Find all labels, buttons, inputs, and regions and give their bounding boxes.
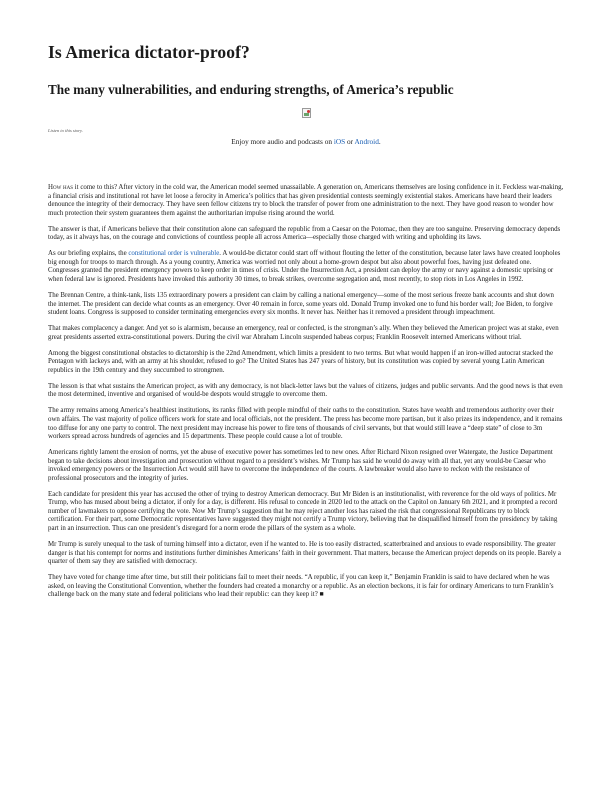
audio-promo	[0, 137, 612, 146]
article-paragraph: Among the biggest constitutional obstacles to dictatorship is the 22nd Amendment, which limits a president to two terms. But what would happen if an iron-willed autocrat stacked the Pentagon with lackeys and, with an army at his shoulder, refused to go? The United States has 247 years of history, but its constitution was copied by several young Latin American republics in the 19th century and they succumbed to strongmen.	[48, 349, 554, 374]
audio-promo-suffix: .	[378, 137, 381, 146]
article-body	[48, 184, 564, 607]
article-paragraph: Mr Trump is surely unequal to the task of turning himself into a dictator, even if he wanted to. He is too easily distracted, scatterbrained and anxious to evade responsibility. The greater danger is that his contempt for norms and institutions further diminishes Americans’ faith in their government. That matters, because the American project depends on its people. Barely a quarter of them say they are satisfied with democracy.	[48, 541, 561, 566]
paragraph-text: . A would-be dictator could start off without flouting the letter of the constitution, because later laws have created loopholes big enough for troops to march through. As a young country, America was worried not only about a home-grown despot but also about powerful foes, having just defeated one. Congresses granted the president emergency powers to keep order in times of crisis. Under the Insurrection Act, a president can deploy the army or navy against a domestic uprising or when federal law is ignored. Presidents have invoked this authority 30 times, to break strikes, overcome segregation and, most recently, to stop riots in Los Angeles in 1992.	[48, 250, 561, 283]
broken-image-icon	[302, 108, 311, 118]
article-paragraph: Each candidate for president this year has accused the other of trying to destroy American democracy. But Mr Biden is an institutionalist, with reverence for the old ways of politics. Mr Trump, who has mused about being a dictator, if only for a day, is different. His refusal to concede in 2020 led to the attack on the Capitol on January 6th 2021, and it prompted a record number of lawmakers to oppose certifying the vote. Now Mr Trump’s suggestion that he may reject another loss has raised the risk that congressional Republicans try to block certification. For their part, some Democratic representatives have suggested they might not certify a Trump victory, believing that he disqualified himself from the presidency by taking part in an insurrection. Thus can one president’s disregard for a norm erode the pillars of the system as a whole.	[48, 490, 558, 532]
audio-promo-middle: or	[345, 137, 355, 146]
audio-promo-prefix: Enjoy more audio and podcasts on	[231, 137, 334, 146]
article-paragraph: Americans rightly lament the erosion of norms, yet the abuse of executive power has sometimes led to new ones. After Richard Nixon resigned over Watergate, the Justice Department began to take decisions about investigation and prosecution without regard to a president’s wishes. Mr Trump has said he would do away with all that, yet any would-be Caesar who invoked emergency powers or the Insurrection Act would still have to overcome the independence of the courts. A lawbreaker would also have to reckon with the resistance of professional prosecutors and the integrity of juries.	[48, 449, 553, 482]
android-link[interactable]: Android	[354, 137, 379, 146]
paragraph-text: As our briefing explains, the	[48, 250, 129, 258]
headline: Is America dictator-proof?	[48, 42, 250, 62]
article-paragraph	[48, 250, 564, 284]
lead-in: How has	[48, 184, 74, 191]
listen-to-story-label: Listen to this story.	[48, 128, 83, 133]
subheadline: The many vulnerabilities, and enduring strengths, of America’s republic	[48, 82, 454, 97]
article-paragraph: The answer is that, if Americans believe that their constitution alone can safeguard the republic from a Caesar on the Potomac, then they are too sanguine. Preserving democracy depends today, as it always has, on the courage and convictions of countless people all across America—especially those charged with writing and upholding its laws.	[48, 225, 561, 242]
constitutional-order-link[interactable]: constitutional order is vulnerable	[128, 250, 220, 258]
article-paragraph: That makes complacency a danger. And yet so is alarmism, because an emergency, real or confected, is the strongman’s ally. When they believed the American project was at stake, even great presidents asserted extra-constitutional powers. During the civil war Abraham Lincoln suspended habeas corpus; Franklin Roosevelt interned Americans without trial.	[48, 325, 559, 341]
ios-link[interactable]: iOS	[333, 137, 346, 146]
paragraph-text: it come to this? After victory in the cold war, the American model seemed unassailable. A generation on, Americans themselves are losing confidence in it. Feckless war-making, a financial crisis and institutional rot have let loose a ferocity in America’s politics that has given presidential contests seemingly existential stakes. Americans have heard their leaders denounce the integrity of their democracy. They have seen fellow citizens try to block the transfer of power from one administration to the next. They have good reason to wonder how much protection their system guarantees them against the authoritarian impulse rising around the world.	[48, 184, 564, 217]
article-paragraph: The lesson is that what sustains the American project, as with any democracy, is not black-letter laws but the values of citizens, judges and public servants. And the good news is that even the most determined, inventive and organised of would-be despots would struggle to overcome them.	[48, 382, 563, 399]
article-paragraph: The Brennan Centre, a think-tank, lists 135 extraordinary powers a president can claim by calling a national emergency—some of the most serious freeze bank accounts and shut down the internet. The president can decide what counts as an emergency. Over 40 remain in force, some years old. Donald Trump invoked one to fund his border wall; Joe Biden, to forgive student loans. Congress is supposed to consider terminating emergencies every six months. It never has. Neither has it removed a president through impeachment.	[48, 291, 554, 317]
article-paragraph: The army remains among America’s healthiest institutions, its ranks filled with people mindful of their oaths to the constitution. States have wealth and tremendous authority over their own affairs. The vast majority of police officers work for state and local officials, not the president. The press has become more partisan, but it also prizes its independence, and it remains too diffuse for any one party to control. The next president may increase his power to fire tens of thousands of civil servants, but that would still leave a “deep state” of close to 3m workers spread across hundreds of agencies and 15 departments. These people could cause a lot of trouble.	[48, 407, 563, 441]
article-paragraph	[48, 184, 564, 218]
article-paragraph: They have voted for change time after time, but still their politicians fail to meet their needs. “A republic, if you can keep it,” Benjamin Franklin is said to have declared when he was asked, on leaving the Constitutional Convention, whether the founders had created a monarchy or a republic. As an election beckons, it is fair for ordinary Americans to turn Franklin’s challenge back on the many state and federal politicians who lead their republic: can they keep it? ■	[48, 574, 554, 599]
